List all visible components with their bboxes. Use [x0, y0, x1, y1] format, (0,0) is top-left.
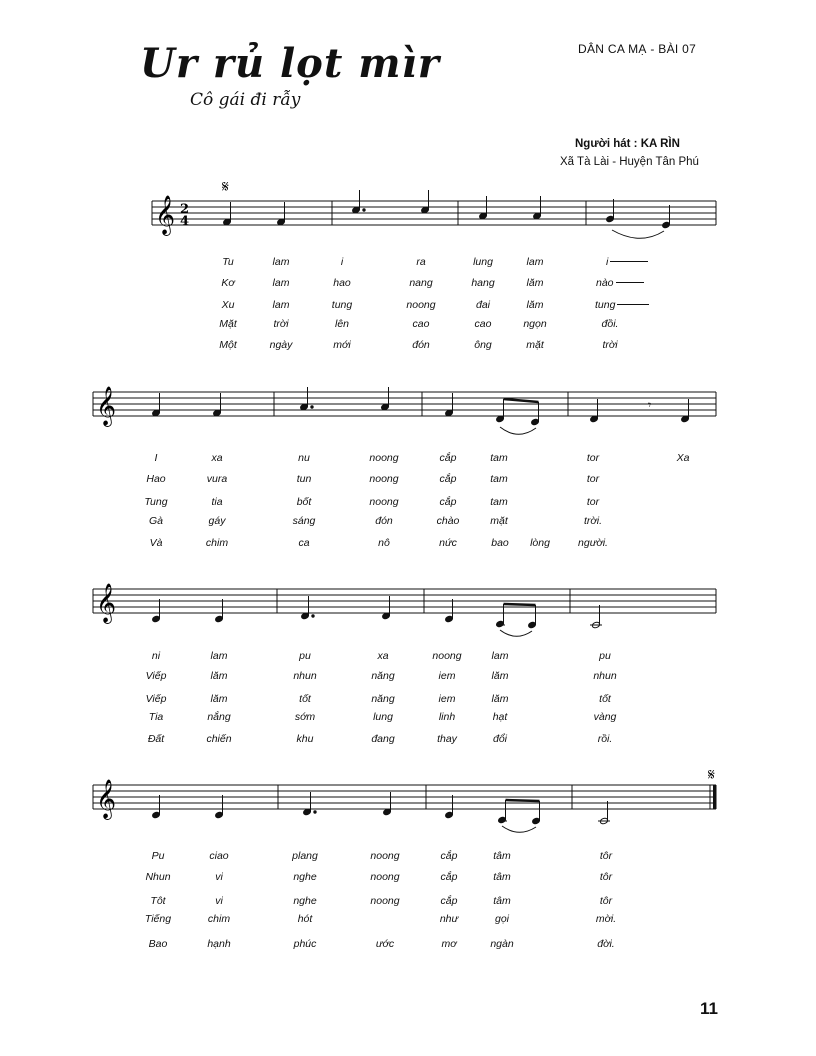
- lyric-word: lam: [491, 650, 509, 662]
- lyric-word: mới: [333, 339, 351, 351]
- lyric-word: pu: [599, 650, 611, 662]
- lyric-word: Tu: [222, 256, 234, 268]
- lyric-word: I: [154, 452, 158, 464]
- lyric-word: mặt: [526, 339, 544, 351]
- lyric-word: thay: [437, 733, 457, 745]
- lyric-word: noong: [370, 895, 400, 907]
- lyric-word-held: i: [606, 256, 648, 268]
- lyric-word: tâm: [493, 895, 511, 907]
- lyric-word: Đất: [147, 733, 165, 745]
- lyric-word: Mặt: [219, 318, 237, 330]
- lyric-word: tôr: [599, 871, 613, 883]
- lyric-word: cắp: [440, 871, 458, 883]
- lyric-word: gọi: [494, 913, 510, 925]
- lyric-word: chim: [207, 913, 231, 925]
- lyric-word: nức: [439, 537, 457, 549]
- lyric-word: khu: [296, 733, 314, 745]
- lyric-word: hạt: [492, 711, 508, 723]
- lyric-word: nô: [378, 537, 390, 549]
- svg-text:4: 4: [180, 214, 190, 229]
- lyric-word: ngàn: [490, 938, 514, 950]
- lyric-word: tốt: [599, 693, 611, 705]
- lyric-word: lăm: [491, 693, 509, 705]
- lyric-word: chim: [205, 537, 229, 549]
- lyric-word: phúc: [293, 938, 317, 950]
- singer-credit: Người hát : KA RÌN: [575, 138, 680, 150]
- lyric-word: Viếp: [145, 670, 167, 682]
- lyric-word: noong: [370, 850, 400, 862]
- lyric-word: lăm: [526, 299, 544, 311]
- lyric-word: cao: [412, 318, 430, 330]
- lyric-word: lam: [272, 299, 290, 311]
- series-label: DÂN CA MẠ - BÀI 07: [578, 42, 697, 56]
- lyric-word: ngày: [269, 339, 293, 351]
- lyric-word: Tiếng: [144, 913, 172, 925]
- lyric-word: tun: [296, 473, 312, 485]
- lyric-word: người.: [578, 537, 608, 549]
- lyric-word: Một: [219, 339, 237, 351]
- page-number: 11: [700, 999, 718, 1018]
- lyric-word: như: [439, 913, 459, 925]
- lyric-word: bao: [491, 537, 509, 549]
- lyric-word: mời.: [595, 913, 617, 925]
- lyric-word: vàng: [593, 711, 617, 723]
- lyric-word: cắp: [439, 473, 457, 485]
- lyric-word: tam: [490, 473, 508, 485]
- lyric-word: Hao: [146, 473, 166, 485]
- staff-system-2: [0, 377, 816, 437]
- segno-icon: 𝄋: [222, 177, 229, 196]
- lyric-word: noong: [369, 473, 399, 485]
- origin-credit: Xã Tà Lài - Huyện Tân Phú: [560, 156, 699, 168]
- lyric-word: plang: [292, 850, 318, 862]
- treble-clef-icon: 𝄞: [155, 195, 176, 235]
- lyric-word: tâm: [493, 850, 511, 862]
- lyric-word: Bao: [148, 938, 168, 950]
- lyric-word: nu: [298, 452, 310, 464]
- lyric-word: trời: [273, 318, 289, 330]
- lyric-word: lăm: [491, 670, 509, 682]
- lyric-word: trời.: [583, 515, 603, 527]
- lyric-word: xa: [211, 452, 223, 464]
- staff-system-1: [0, 177, 816, 240]
- lyric-word: hót: [297, 913, 313, 925]
- lyric-word: lam: [526, 256, 544, 268]
- lyric-word: cắp: [440, 895, 458, 907]
- lyric-word: tốt: [299, 693, 311, 705]
- lyric-word: rồi.: [597, 733, 613, 745]
- song-title: Ur rủ lọt mìr: [140, 40, 440, 87]
- lyric-word: lam: [210, 650, 228, 662]
- lyric-word: gáy: [208, 515, 226, 527]
- lyric-word: sớm: [294, 711, 316, 723]
- lyric-word: tor: [586, 473, 600, 485]
- lyric-word: năng: [371, 693, 395, 705]
- lyric-word-held: nào: [596, 277, 644, 289]
- lyric-word: cao: [474, 318, 492, 330]
- treble-clef-icon: 𝄞: [96, 779, 117, 819]
- lyric-word: lung: [373, 711, 393, 723]
- lyric-word: nghe: [293, 895, 317, 907]
- lyric-word: tam: [490, 452, 508, 464]
- lyric-word: Xa: [676, 452, 690, 464]
- lyric-word: Viếp: [145, 693, 167, 705]
- lyric-word: đón: [375, 515, 393, 527]
- lyric-word: đang: [371, 733, 395, 745]
- lyric-word: tôr: [599, 895, 613, 907]
- lyric-word: sáng: [292, 515, 316, 527]
- lyric-word: Tia: [148, 711, 164, 723]
- lyric-word: hang: [471, 277, 495, 289]
- lyric-word: lăm: [526, 277, 544, 289]
- lyric-word: lòng: [530, 537, 550, 549]
- lyric-word: noong: [370, 871, 400, 883]
- lyric-word: Nhun: [145, 871, 171, 883]
- song-subtitle: Cô gái đi rẫy: [190, 90, 301, 110]
- lyric-word: tôr: [599, 850, 613, 862]
- lyric-word: ông: [474, 339, 492, 351]
- lyric-word: nghe: [293, 871, 317, 883]
- lyric-word: iem: [438, 670, 456, 682]
- lyric-word: Tung: [144, 496, 168, 508]
- lyric-word: Kơ: [221, 277, 235, 289]
- lyric-word: Và: [149, 537, 163, 549]
- lyric-word: nang: [409, 277, 433, 289]
- lyric-word: tâm: [493, 871, 511, 883]
- lyric-word: Pu: [151, 850, 165, 862]
- lyric-word: mặt: [490, 515, 508, 527]
- lyric-word: chào: [436, 515, 460, 527]
- lyric-word: đời.: [597, 938, 615, 950]
- lyric-word: bốt: [296, 496, 312, 508]
- lyric-word: noong: [432, 650, 462, 662]
- lyric-word: lam: [272, 277, 290, 289]
- lyric-word-held: tung: [595, 299, 649, 311]
- lyric-word: ra: [416, 256, 426, 268]
- lyric-word: cắp: [440, 850, 458, 862]
- lyric-word: tia: [211, 496, 223, 508]
- lyric-word: đón: [412, 339, 430, 351]
- staff-system-4: [0, 765, 816, 840]
- lyric-word: vura: [206, 473, 228, 485]
- lyric-word: xa: [377, 650, 389, 662]
- lyric-word: noong: [369, 496, 399, 508]
- lyric-word: tor: [586, 496, 600, 508]
- lyric-word: đổi: [492, 733, 508, 745]
- lyric-word: iem: [438, 693, 456, 705]
- lyric-word: pu: [299, 650, 311, 662]
- lyric-word: Gà: [148, 515, 164, 527]
- treble-clef-icon: 𝄞: [96, 583, 117, 623]
- lyric-word: nắng: [207, 711, 231, 723]
- lyric-word: nhun: [593, 670, 617, 682]
- lyric-word: cắp: [439, 452, 457, 464]
- lyric-word: Tôt: [150, 895, 166, 907]
- lyric-word: lung: [473, 256, 493, 268]
- lyric-word: tam: [490, 496, 508, 508]
- lyric-word: Xu: [221, 299, 235, 311]
- lyric-word: trời: [602, 339, 618, 351]
- lyric-word: nhun: [293, 670, 317, 682]
- lyric-word: hao: [333, 277, 351, 289]
- segno-icon: 𝄋: [708, 765, 715, 784]
- lyric-word: tung: [331, 299, 353, 311]
- lyric-word: ciao: [209, 850, 229, 862]
- svg-text:𝄾: 𝄾: [648, 398, 652, 412]
- lyric-word: ngọn: [523, 318, 547, 330]
- lyric-word: noong: [406, 299, 436, 311]
- lyric-word: cắp: [439, 496, 457, 508]
- treble-clef-icon: 𝄞: [96, 386, 117, 426]
- lyric-word: hạnh: [207, 938, 231, 950]
- lyric-word: năng: [371, 670, 395, 682]
- staff-system-3: [0, 574, 816, 644]
- lyric-word: ni: [151, 650, 161, 662]
- lyric-word: lăm: [210, 670, 228, 682]
- lyric-word: ca: [298, 537, 310, 549]
- lyric-word: vi: [215, 895, 223, 907]
- lyric-word: lên: [334, 318, 350, 330]
- lyric-word: mơ: [441, 938, 457, 950]
- svg-text:2: 2: [180, 202, 190, 217]
- lyric-word: noong: [369, 452, 399, 464]
- lyric-word: lăm: [210, 693, 228, 705]
- lyric-word: vi: [215, 871, 223, 883]
- lyric-word: đồi.: [601, 318, 619, 330]
- lyric-word: i: [340, 256, 344, 268]
- lyric-word: đai: [475, 299, 491, 311]
- lyric-word: chiến: [206, 733, 232, 745]
- lyric-word: linh: [438, 711, 456, 723]
- lyric-word: lam: [272, 256, 290, 268]
- lyric-word: ước: [375, 938, 395, 950]
- lyric-word: tor: [586, 452, 600, 464]
